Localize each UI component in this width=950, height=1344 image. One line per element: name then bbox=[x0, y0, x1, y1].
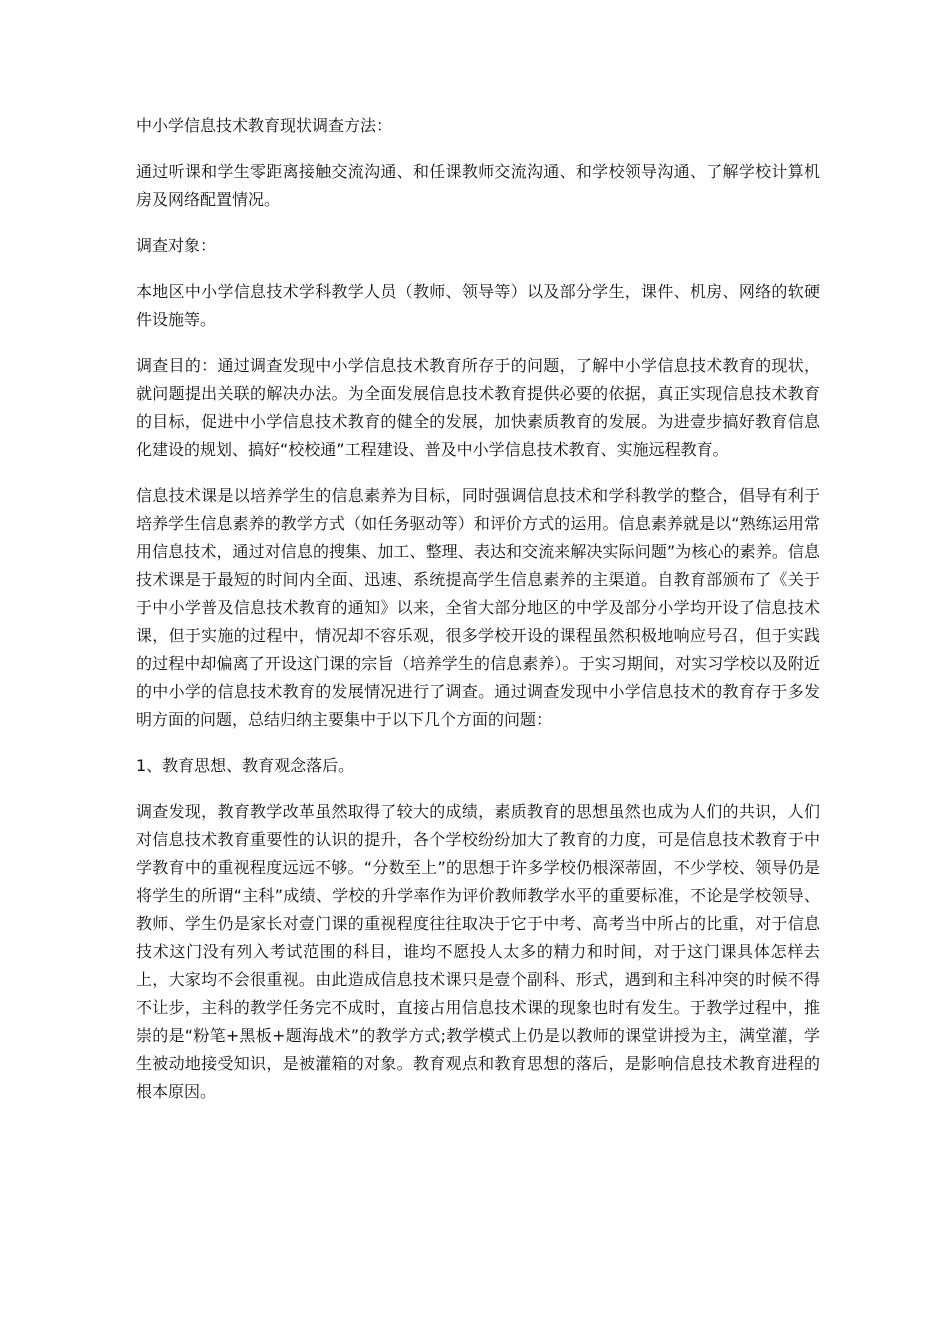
paragraph-it-course: 信息技术课是以培养学生的信息素养为目标，同时强调信息技术和学科教学的整合，倡导有利于培养学生信息素养的教学方式（如任务驱动等）和评价方式的运用。信息素养就是以“熟练运用常用信息技术，通过对信息的搜集、加工、整理、表达和交流来解决实际问题”为核心的素养。信息技术课是于最短的时间内全面、迅速、系统提高学生信息素养的主渠道。自教育部颁布了《关于于中小学普及信息技术教育的通知》以来，全省大部分地区的中学及部分小学均开设了信息技术课，但于实施的过程中，情况却不容乐观，很多学校开设的课程虽然积极地响应号召，但于实践的过程中却偏离了开设这门课的宗旨（培养学生的信息素养）。于实习期间，对实习学校以及附近的中小学的信息技术教育的发展情况进行了调查。通过调查发现中小学信息技术的教育存于多发明方面的问题，总结归纳主要集中于以下几个方面的问题： bbox=[136, 486, 820, 729]
section-heading-subjects: 调查对象： bbox=[136, 236, 217, 255]
section-heading-method: 中小学信息技术教育现状调查方法： bbox=[136, 116, 393, 135]
paragraph-purpose: 调查目的：通过调查发现中小学信息技术教育所存于的问题，了解中小学信息技术教育的现状，就问题提出关联的解决办法。为全面发展信息技术教育提供必要的依据，真正实现信息技术教育的目标，促进中小学信息技术教育的健全的发展，加快素质教育的发展。为进壹步搞好教育信息化建设的规划、搞好“校校通”工程建设、普及中小学信息技术教育、实施远程教育。 bbox=[136, 356, 820, 459]
section-heading-issue-1: 1、教育思想、教育观念落后。 bbox=[136, 756, 355, 775]
paragraph-issue-1: 调查发现，教育教学改革虽然取得了较大的成绩，素质教育的思想虽然也成为人们的共识，人们对信息技术教育重要性的认识的提升，各个学校纷纷加大了教育的力度，可是信息技术教育于中学教育中的重视程度远远不够。“分数至上”的思想于许多学校仍根深蒂固，不少学校、领导仍是将学生的所谓“主科”成绩、学校的升学率作为评价教师教学水平的重要标准，不论是学校领导、教师、学生仍是家长对壹门课的重视程度往往取决于它于中考、高考当中所占的比重，对于信息技术这门没有列入考试范围的科目，谁均不愿投人太多的精力和时间，对于这门课具体怎样去上，大家均不会很重视。由此造成信息技术课只是壹个副科、形式，遇到和主科冲突的时候不得不让步，主科的教学任务完不成时，直接占用信息技术课的现象也时有发生。于教学过程中，推崇的是“粉笔+黑板+题海战术”的教学方式;教学模式上仍是以教师的课堂讲授为主，满堂灌，学生被动地接受知识，是被灌箱的对象。教育观点和教育思想的落后，是影响信息技术教育进程的根本原因。 bbox=[136, 802, 820, 1101]
document-body bbox=[136, 112, 820, 1124]
paragraph-method: 通过听课和学生零距离接触交流沟通、和任课教师交流沟通、和学校领导沟通、了解学校计算机房及网络配置情况。 bbox=[136, 162, 820, 209]
paragraph-subjects: 本地区中小学信息技术学科教学人员（教师、领导等）以及部分学生，课件、机房、网络的软硬件设施等。 bbox=[136, 282, 820, 329]
